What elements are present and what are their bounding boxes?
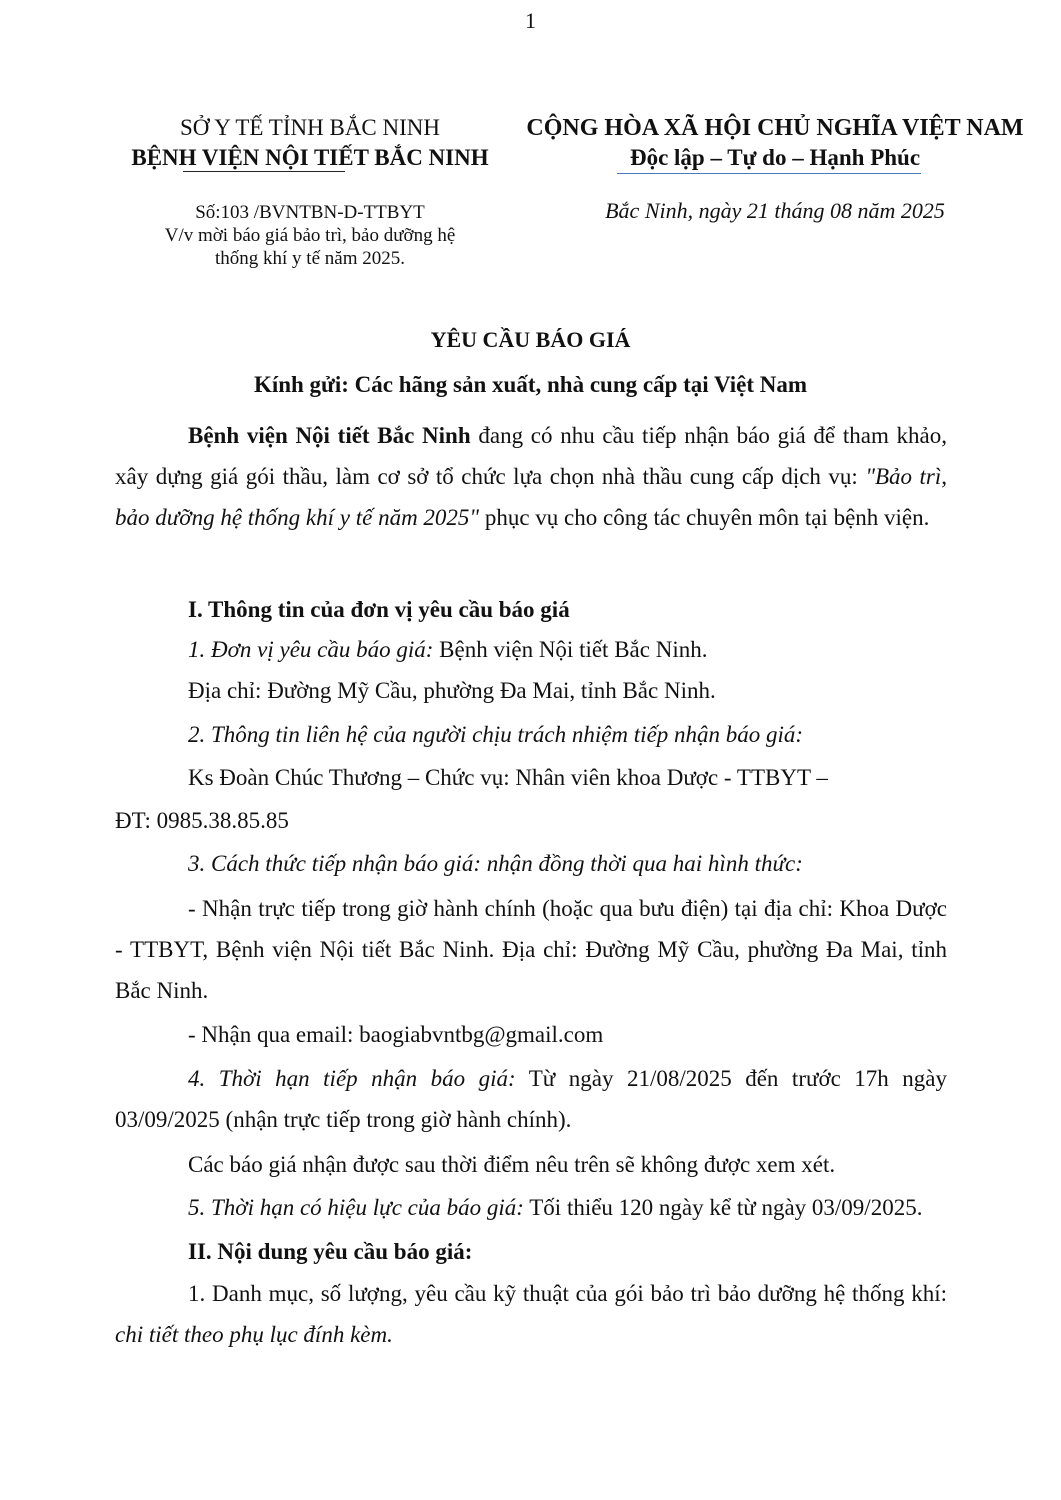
item-3-label xyxy=(188,843,803,884)
section-2-item-1-text: 1. Danh mục, số lượng, yêu cầu kỹ thuật của gói bảo trì bảo dưỡng hệ thống khí: xyxy=(188,1281,947,1306)
document-number: Số:103 /BVNTBN-D-TTBYT xyxy=(195,202,425,223)
section-2-item-1 xyxy=(115,1273,947,1355)
method-email: - Nhận qua email: baogiabvntbg@gmail.com xyxy=(188,1022,604,1047)
document-title: YÊU CẦU BÁO GIÁ xyxy=(430,327,631,352)
hospital-name: Bệnh viện Nội tiết Bắc Ninh xyxy=(188,423,471,448)
motto-underline xyxy=(617,173,921,174)
subject-line-2: thống khí y tế năm 2025. xyxy=(215,248,405,269)
subject-line-1: V/v mời báo giá bảo trì, bảo dưỡng hệ xyxy=(164,225,456,246)
section-1-heading xyxy=(188,589,570,630)
service-name: "Bảo trì, bảo dưỡng hệ thống khí y tế năm 2025" xyxy=(115,464,947,530)
section-2-heading-text: II. Nội dung yêu cầu báo giá: xyxy=(188,1239,473,1264)
contact-phone: ĐT: 0985.38.85.85 xyxy=(115,808,289,833)
item-2-label-text: 2. Thông tin liên hệ của người chịu trách nhiệm tiếp nhận báo giá: xyxy=(188,722,804,747)
method-direct: - Nhận trực tiếp trong giờ hành chính (hoặc qua bưu điện) tại địa chỉ: Khoa Dược - TTBYT, Bệnh viện Nội tiết Bắc Ninh. Địa chỉ: Đường Mỹ Cầu, phường Đa Mai, tỉnh Bắc Ninh. xyxy=(115,896,947,1003)
item-1-requesting-unit xyxy=(188,629,707,670)
place-date: Bắc Ninh, ngày 21 tháng 08 năm 2025 xyxy=(605,198,945,223)
organization-underline xyxy=(183,171,345,172)
item-4-deadline xyxy=(115,1058,947,1140)
item-1-label: 1. Đơn vị yêu cầu báo giá: xyxy=(188,637,434,662)
item-5-value: Tối thiểu 120 ngày kể từ ngày 03/09/2025. xyxy=(523,1195,923,1220)
national-header-block xyxy=(492,113,1058,224)
appendix-reference: chi tiết theo phụ lục đính kèm. xyxy=(115,1322,393,1347)
address-line: Địa chỉ: Đường Mỹ Cầu, phường Đa Mai, tỉnh Bắc Ninh. xyxy=(188,678,716,703)
agency-name: SỞ Y TẾ TỈNH BẮC NINH xyxy=(179,115,441,140)
item-5-validity xyxy=(188,1187,922,1228)
national-motto: Độc lập – Tự do – Hạnh Phúc xyxy=(629,145,921,170)
page-number: 1 xyxy=(525,8,536,33)
item-3-label-text: 3. Cách thức tiếp nhận báo giá: nhận đồng thời qua hai hình thức: xyxy=(188,851,803,876)
intro-text: đang có nhu cầu tiếp nhận báo giá để tham khảo, xây dựng giá gói thầu, làm cơ sở tổ chức lựa chọn nhà thầu cung cấp dịch vụ: xyxy=(115,423,948,489)
section-1-heading-text: I. Thông tin của đơn vị yêu cầu báo giá xyxy=(188,597,570,622)
issuing-agency-block xyxy=(80,113,540,270)
item-4-value: Từ ngày 21/08/2025 đến trước 17h ngày 03/09/2025 (nhận trực tiếp trong giờ hành chính). xyxy=(115,1066,947,1132)
late-submission-note: Các báo giá nhận được sau thời điểm nêu trên sẽ không được xem xét. xyxy=(188,1152,836,1177)
intro-paragraph xyxy=(115,415,947,538)
nation-name: CỘNG HÒA XÃ HỘI CHỦ NGHĨA VIỆT NAM xyxy=(526,115,1024,141)
item-5-label: 5. Thời hạn có hiệu lực của báo giá: xyxy=(188,1195,524,1220)
intro-text-end: phục vụ cho công tác chuyên môn tại bệnh viện. xyxy=(479,505,930,530)
item-4-label: 4. Thời hạn tiếp nhận báo giá: xyxy=(188,1066,516,1091)
recipient-line: Kính gửi: Các hãng sản xuất, nhà cung cấp tại Việt Nam xyxy=(253,372,808,397)
item-2-label xyxy=(188,714,803,755)
contact-person: Ks Đoàn Chúc Thương – Chức vụ: Nhân viên khoa Dược - TTBYT – xyxy=(188,765,828,790)
item-1-value: Bệnh viện Nội tiết Bắc Ninh. xyxy=(433,637,708,662)
organization-name: BỆNH VIỆN NỘI TIẾT BẮC NINH xyxy=(131,145,489,170)
section-2-heading xyxy=(188,1231,472,1272)
